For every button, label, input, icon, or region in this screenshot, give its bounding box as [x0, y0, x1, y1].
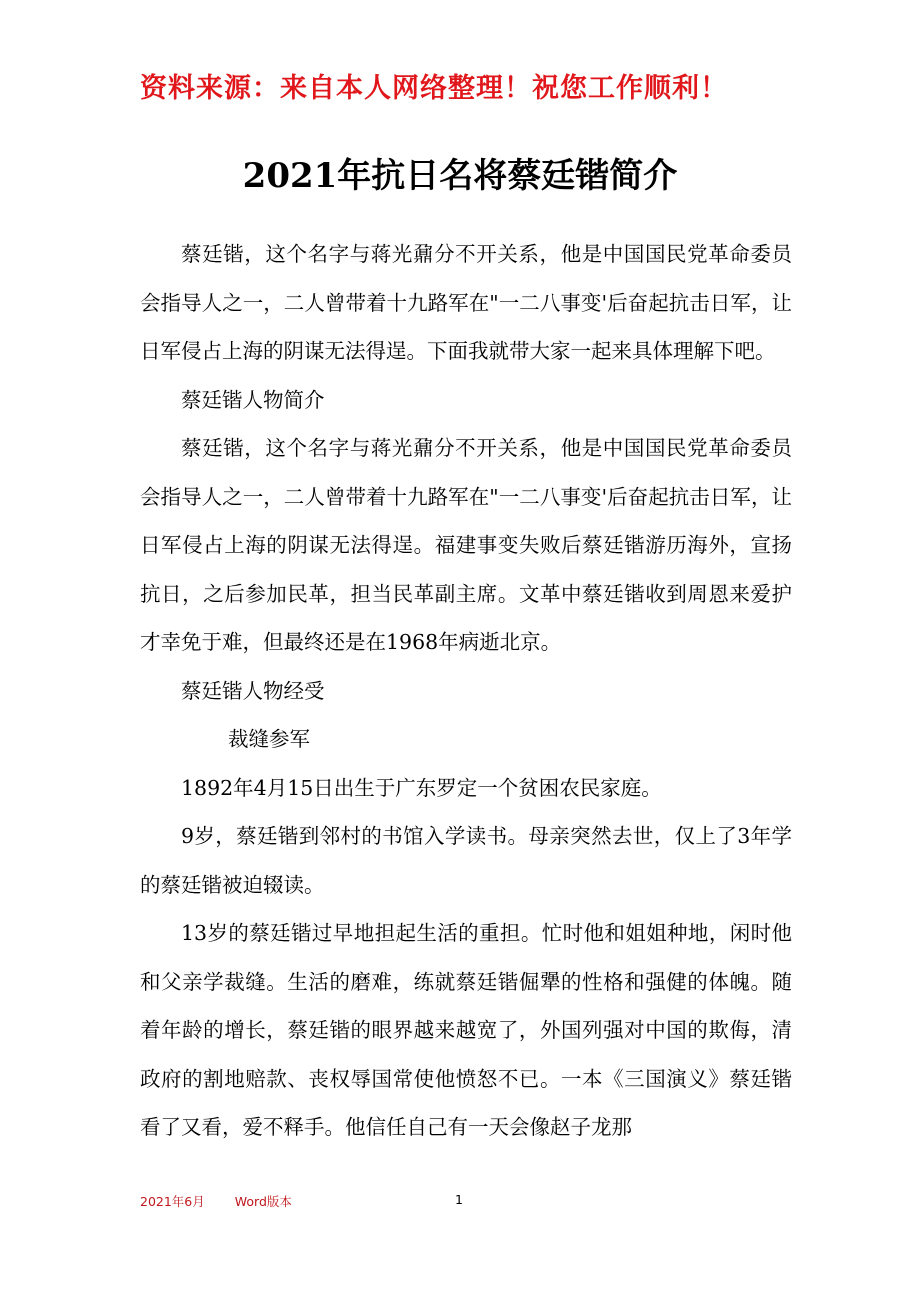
subheading-tailor: 裁缝参军	[228, 727, 310, 751]
section-heading-profile: 蔡廷锴人物简介	[181, 387, 325, 412]
document-title: 2021年抗日名将蔡廷锴简介	[242, 156, 678, 196]
footer-info	[140, 1192, 292, 1210]
page-number: 1	[455, 1192, 463, 1207]
source-banner: 资料来源：来自本人网络整理！祝您工作顺利！	[140, 73, 728, 104]
profile-paragraph: 蔡廷锴，这个名字与蒋光鼐分不开关系，他是中国国民党革命委员会指导人之一，二人曾带着十九路军在"一二八事变'后奋起抗击日军，让日军侵占上海的阴谋无法得逞。福建事变失败后蔡廷锴游历海外，宣扬抗日，之后参加民革，担当民革副主席。文革中蔡廷锴收到周恩来爱护才幸免于难，但最终还是在1968年病逝北京。	[140, 436, 792, 654]
footer-version: Word版本	[234, 1194, 292, 1209]
section-heading-experience: 蔡廷锴人物经受	[181, 678, 325, 703]
document-body	[140, 230, 792, 1152]
intro-paragraph: 蔡廷锴，这个名字与蒋光鼐分不开关系，他是中国国民党革命委员会指导人之一，二人曾带着十九路军在"一二八事变'后奋起抗击日军，让日军侵占上海的阴谋无法得逞。下面我就带大家一起来具体理解下吧。	[140, 242, 792, 363]
age9-paragraph: 9岁，蔡廷锴到邻村的书馆入学读书。母亲突然去世，仅上了3年学的蔡廷锴被迫辍读。	[140, 824, 792, 897]
footer-date: 2021年6月	[140, 1194, 205, 1209]
birth-paragraph: 1892年4月15日出生于广东罗定一个贫困农民家庭。	[181, 775, 662, 800]
age13-paragraph: 13岁的蔡廷锴过早地担起生活的重担。忙时他和姐姐种地，闲时他和父亲学裁缝。生活的磨难，练就蔡廷锴倔犟的性格和强健的体魄。随着年龄的增长，蔡廷锴的眼界越来越宽了，外国列强对中国的欺侮，清政府的割地赔款、丧权辱国常使他愤怒不已。一本《三国演义》蔡廷锴看了又看，爱不释手。他信任自己有一天会像赵子龙那	[140, 921, 792, 1139]
